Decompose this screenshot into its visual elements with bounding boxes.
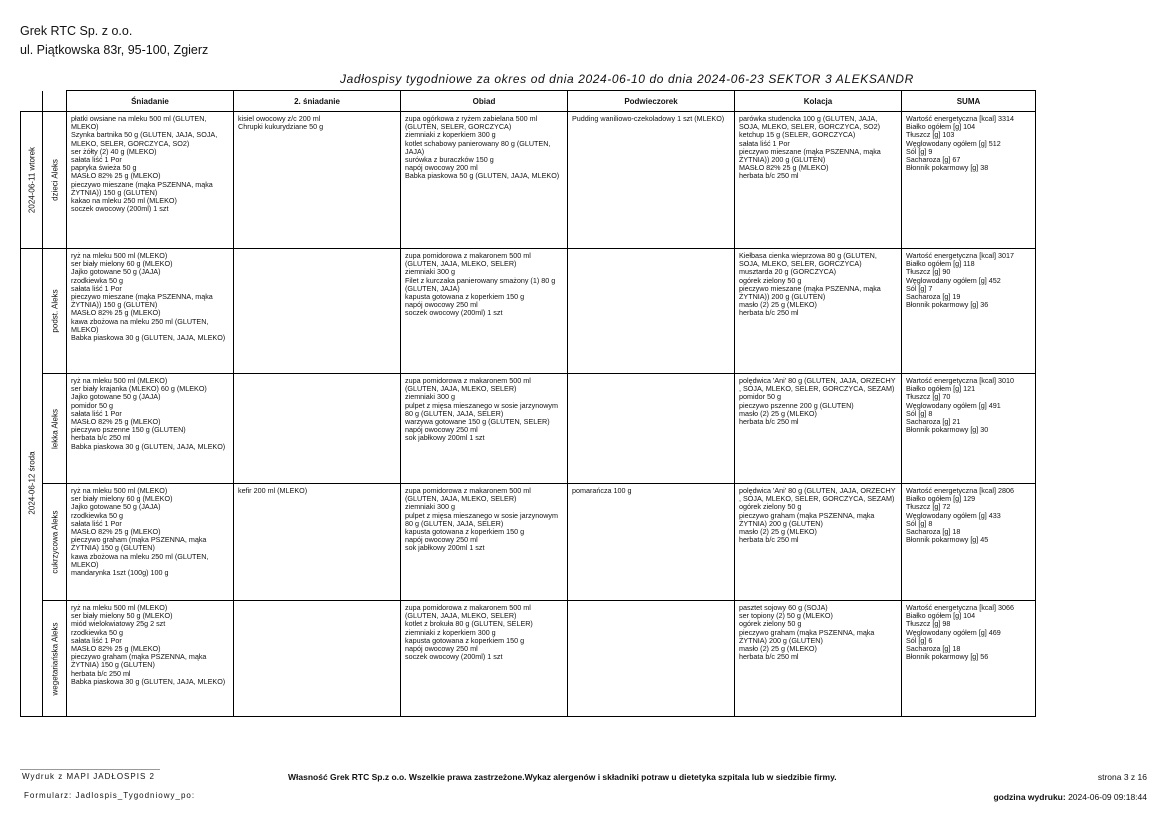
- diet-label: dzieci Aleks: [50, 159, 59, 201]
- meal-afternoon-snack: [568, 601, 735, 717]
- diet-cell: [43, 601, 67, 717]
- nutrition-sum: Wartość energetyczna [kcal] 2806 Białko ogółem [g] 129 Tłuszcz [g] 72 Węglowodany ogółem [g] 433 Sól [g] 8 Sacharoza [g] 18 Błonnik pokarmowy [g] 45: [902, 484, 1036, 601]
- date-label: 2024-06-12 środa: [27, 450, 36, 515]
- footer-print-time: [993, 792, 1147, 802]
- footer-printout: Wydruk z MAPI JADŁOSPIS 2: [22, 772, 155, 781]
- meal-second-breakfast: [234, 249, 401, 374]
- diet-cell: [43, 112, 67, 249]
- meal-lunch: zupa pomidorowa z makaronem 500 ml (GLUTEN, JAJA, MLEKO, SELER) ziemniaki 300 g pulpet z mięsa mieszanego w sosie jarzynowym 80 g (GLUTEN, JAJA, SELER) warzywa gotowane 150 g (GLUTEN, SELER) napój owocowy 250 ml sok jabłkowy 200ml 1 szt: [401, 374, 568, 484]
- document-title: Jadłospisy tygodniowe za okres od dnia 2024-06-10 do dnia 2024-06-23 SEKTOR 3 ALEKSANDR: [340, 72, 914, 86]
- col-header: SUMA: [902, 91, 1036, 112]
- table-row: [21, 112, 1036, 249]
- corner-cell: [21, 91, 43, 112]
- table-row: [21, 374, 1036, 484]
- diet-cell: [43, 374, 67, 484]
- meal-supper: Kiełbasa cienka wieprzowa 80 g (GLUTEN, SOJA, MLEKO, SELER, GORCZYCA) musztarda 20 g (GORCZYCA) ogórek zielony 50 g pieczywo mieszane (mąka PSZENNA, mąka ŻYTNIA)) 200 g (GLUTEN) masło (2) 25 g (MLEKO) herbata b/c 250 ml: [735, 249, 902, 374]
- nutrition-sum: Wartość energetyczna [kcal] 3010 Białko ogółem [g] 121 Tłuszcz [g] 70 Węglowodany ogółem [g] 491 Sól [g] 8 Sacharoza [g] 21 Błonnik pokarmowy [g] 30: [902, 374, 1036, 484]
- table-row: [21, 484, 1036, 601]
- nutrition-sum: Wartość energetyczna [kcal] 3314 Białko ogółem [g] 104 Tłuszcz [g] 103 Węglowodany ogółem [g] 512 Sól [g] 9 Sacharoza [g] 67 Błonnik pokarmowy [g] 38: [902, 112, 1036, 249]
- meal-breakfast: ryż na mleku 500 ml (MLEKO) ser biały mielony 60 g (MLEKO) Jajko gotowane 50 g (JAJA) rzodkiewka 50 g sałata liść 1 Por pieczywo mieszane (mąka PSZENNA, mąka ŻYTNIA)) 150 g (GLUTEN) MASŁO 82% 25 g (MLEKO) kawa zbożowa na mleku 250 ml (GLUTEN, MLEKO) Babka piaskowa 30 g (GLUTEN, JAJA, MLEKO): [67, 249, 234, 374]
- table-row: [21, 249, 1036, 374]
- corner-cell: [43, 91, 67, 112]
- meal-supper: pasztet sojowy 60 g (SOJA) ser topiony (2) 50 g (MLEKO) ogórek zielony 50 g pieczywo graham (mąka PSZENNA, mąka ŻYTNIA) 200 g (GLUTEN) masło (2) 25 g (MLEKO) herbata b/c 250 ml: [735, 601, 902, 717]
- meal-breakfast: ryż na mleku 500 ml (MLEKO) ser biały krajanka (MLEKO) 60 g (MLEKO) Jajko gotowane 50 g (JAJA) pomidor 50 g sałata liść 1 Por MASŁO 82% 25 g (MLEKO) pieczywo pszenne 150 g (GLUTEN) herbata b/c 250 ml Babka piaskowa 30 g (GLUTEN, JAJA, MLEKO): [67, 374, 234, 484]
- meal-afternoon-snack: [568, 374, 735, 484]
- date-cell: [21, 112, 43, 249]
- footer-ownership: Własność Grek RTC Sp.z o.o. Wszelkie prawa zastrzeżone.Wykaz alergenów i składniki potraw u dietetyka szpitala lub w siedzibie firmy.: [288, 772, 837, 782]
- table-row: [21, 601, 1036, 717]
- header-row: [21, 91, 1036, 112]
- footer-divider: [20, 769, 160, 770]
- meal-lunch: zupa pomidorowa z makaronem 500 ml (GLUTEN, JAJA, MLEKO, SELER) ziemniaki 300 g Filet z kurczaka panierowany smażony (1) 80 g (GLUTEN, JAJA) kapusta gotowana z koperkiem 150 g napój owocowy 250 ml soczek owocowy (200ml) 1 szt: [401, 249, 568, 374]
- meal-supper: polędwica 'Ani' 80 g (GLUTEN, JAJA, ORZECHY , SOJA, MLEKO, SELER, GORCZYCA, SEZAM) pomidor 50 g pieczywo pszenne 200 g (GLUTEN) masło (2) 25 g (MLEKO) herbata b/c 250 ml: [735, 374, 902, 484]
- meal-supper: polędwica 'Ani' 80 g (GLUTEN, JAJA, ORZECHY , SOJA, MLEKO, SELER, GORCZYCA, SEZAM) ogórek zielony 50 g pieczywo graham (mąka PSZENNA, mąka ŻYTNIA) 200 g (GLUTEN) masło (2) 25 g (MLEKO) herbata b/c 250 ml: [735, 484, 902, 601]
- meal-lunch: zupa ogórkowa z ryżem zabielana 500 ml (GLUTEN, SELER, GORCZYCA) ziemniaki z koperkiem 300 g kotlet schabowy panierowany 80 g (GLUTEN, JAJA) surówka z buraczków 150 g napój owocowy 200 ml Babka piaskowa 50 g (GLUTEN, JAJA, MLEKO): [401, 112, 568, 249]
- company-name: Grek RTC Sp. z o.o.: [20, 24, 133, 38]
- col-header: 2. śniadanie: [234, 91, 401, 112]
- meal-second-breakfast: [234, 601, 401, 717]
- print-time-label: godzina wydruku:: [993, 792, 1066, 802]
- nutrition-sum: Wartość energetyczna [kcal] 3066 Białko ogółem [g] 104 Tłuszcz [g] 98 Węglowodany ogółem [g] 469 Sól [g] 6 Sacharoza [g] 18 Błonnik pokarmowy [g] 56: [902, 601, 1036, 717]
- meal-afternoon-snack: Pudding waniliowo-czekoladowy 1 szt (MLEKO): [568, 112, 735, 249]
- meal-breakfast: płatki owsiane na mleku 500 ml (GLUTEN, MLEKO) Szynka bartnika 50 g (GLUTEN, JAJA, SOJA, MLEKO, SELER, GORCZYCA, SO2) ser żółty (2) 40 g (MLEKO) sałata liść 1 Por papryka świeża 50 g MASŁO 82% 25 g (MLEKO) pieczywo mieszane (mąka PSZENNA, mąka ŻYTNIA)) 150 g (GLUTEN) kakao na mleku 250 ml (MLEKO) soczek owocowy (200ml) 1 szt: [67, 112, 234, 249]
- date-cell: [21, 249, 43, 717]
- col-header: Podwieczorek: [568, 91, 735, 112]
- meal-lunch: zupa pomidorowa z makaronem 500 ml (GLUTEN, JAJA, MLEKO, SELER) ziemniaki 300 g pulpet z mięsa mieszanego w sosie jarzynowym 80 g (GLUTEN, JAJA, SELER) kapusta gotowana z koperkiem 150 g napój owocowy 250 ml sok jabłkowy 200ml 1 szt: [401, 484, 568, 601]
- meal-second-breakfast: kefir 200 ml (MLEKO): [234, 484, 401, 601]
- diet-label: lekka Aleks: [50, 408, 59, 449]
- nutrition-sum: Wartość energetyczna [kcal] 3017 Białko ogółem [g] 118 Tłuszcz [g] 90 Węglowodany ogółem [g] 452 Sól [g] 7 Sacharoza [g] 19 Błonnik pokarmowy [g] 36: [902, 249, 1036, 374]
- meal-breakfast: ryż na mleku 500 ml (MLEKO) ser biały mielony 50 g (MLEKO) miód wielokwiatowy 25g 2 szt rzodkiewka 50 g sałata liść 1 Por MASŁO 82% 25 g (MLEKO) pieczywo graham (mąka PSZENNA, mąka ŻYTNIA) 150 g (GLUTEN) herbata b/c 250 ml Babka piaskowa 30 g (GLUTEN, JAJA, MLEKO): [67, 601, 234, 717]
- diet-label: wegetariańska Aleks: [50, 622, 59, 695]
- col-header: Śniadanie: [67, 91, 234, 112]
- diet-label: cukrzycowa Aleks: [50, 510, 59, 574]
- diet-label: podst. Aleks: [50, 289, 59, 333]
- diet-cell: [43, 249, 67, 374]
- diet-cell: [43, 484, 67, 601]
- footer-page: strona 3 z 16: [1097, 772, 1147, 782]
- col-header: Kolacja: [735, 91, 902, 112]
- meal-second-breakfast: kisiel owocowy z/c 200 ml Chrupki kukurydziane 50 g: [234, 112, 401, 249]
- meal-breakfast: ryż na mleku 500 ml (MLEKO) ser biały mielony 60 g (MLEKO) Jajko gotowane 50 g (JAJA) rzodkiewka 50 g sałata liść 1 Por MASŁO 82% 25 g (MLEKO) pieczywo graham (mąka PSZENNA, mąka ŻYTNIA) 150 g (GLUTEN) kawa zbożowa na mleku 250 ml (GLUTEN, MLEKO) mandarynka 1szt (100g) 100 g: [67, 484, 234, 601]
- meal-supper: parówka studencka 100 g (GLUTEN, JAJA, SOJA, MLEKO, SELER, GORCZYCA, SO2) ketchup 15 g (SELER, GORCZYCA) sałata liść 1 Por pieczywo mieszane (mąka PSZENNA, mąka ŻYTNIA)) 200 g (GLUTEN) MASŁO 82% 25 g (MLEKO) herbata b/c 250 ml: [735, 112, 902, 249]
- date-label: 2024-06-11 wtorek: [27, 146, 36, 214]
- footer-form: Formularz: Jadlospis_Tygodniowy_po:: [24, 791, 196, 800]
- menu-table: [20, 90, 1036, 717]
- meal-afternoon-snack: [568, 249, 735, 374]
- meal-second-breakfast: [234, 374, 401, 484]
- meal-lunch: zupa pomidorowa z makaronem 500 ml (GLUTEN, JAJA, MLEKO, SELER) kotlet z brokuła 80 g (GLUTEN, SELER) ziemniaki z koperkiem 300 g kapusta gotowana z koperkiem 150 g napój owocowy 250 ml soczek owocowy (200ml) 1 szt: [401, 601, 568, 717]
- print-time-value: 2024-06-09 09:18:44: [1068, 792, 1147, 802]
- meal-afternoon-snack: pomarańcza 100 g: [568, 484, 735, 601]
- company-block: [20, 22, 208, 60]
- col-header: Obiad: [401, 91, 568, 112]
- company-address: ul. Piątkowska 83r, 95-100, Zgierz: [20, 43, 209, 57]
